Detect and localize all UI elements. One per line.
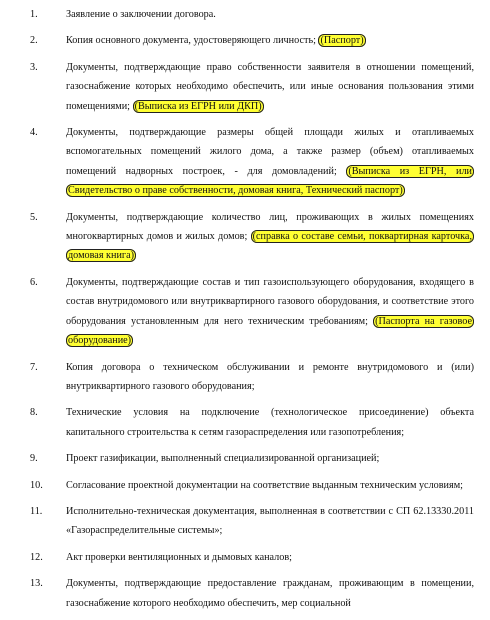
item-number: 11. (30, 505, 43, 517)
highlighted-note: (справка о составе семьи, поквартирная карточка, домовая книга) (68, 231, 473, 262)
item-text: Технические условия на подключение (технологическое присоединение) объекта капитального строительства к сетям газораспределения или газопотребления; (66, 407, 474, 438)
item-number: 12. (30, 551, 43, 563)
list-item (30, 574, 474, 613)
item-number: 6. (30, 276, 38, 288)
highlighted-note: (Выписка из ЕГРН или ДКП) (134, 100, 262, 112)
list-item (30, 58, 474, 116)
item-text: Документы, подтверждающие размеры общей площади жилых и отапливаемых вспомогательных помещений жилого дома, а также размер (объем) отапливаемых помещений надворных построек, - для домовладений; (66, 127, 474, 177)
item-text: Исполнительно-техническая документация, выполненная в соответствии с СП 62.13330.2011 «Газораспределительные системы»; (66, 505, 474, 537)
item-number: 2. (30, 35, 38, 47)
highlighted-note: (Паспорта на газовое оборудование) (68, 315, 473, 347)
list-item (30, 273, 474, 351)
item-text: Копия основного документа, удостоверяющего личность; (66, 35, 316, 47)
item-text: Копия договора о техническом обслуживании и ремонте внутридомового и (или) внутриквартирного газового оборудования; (66, 361, 474, 392)
list-item (30, 358, 474, 397)
item-text: Согласование проектной документации на соответствие выданным техническим условиям; (66, 479, 463, 491)
item-number: 5. (30, 211, 38, 223)
item-text: Документы, подтверждающие право собственности заявителя в отношении помещений, газоснабжение которых необходимо обеспечить, или иные основания пользования этими помещениями; (66, 61, 474, 112)
required-documents-list (30, 5, 474, 620)
item-number: 13. (30, 578, 43, 590)
list-item (30, 208, 474, 266)
item-number: 7. (30, 361, 38, 373)
highlighted-note: (Паспорт) (320, 35, 364, 47)
highlighted-note: (Выписка из ЕГРН, или Свидетельство о праве собственности, домовая книга, Технический паспорт) (68, 165, 473, 197)
list-item (30, 5, 474, 24)
list-item (30, 403, 474, 442)
item-text: Документы, подтверждающие состав и тип газоиспользующего оборудования, входящего в состав внутридомового или внутриквартирного газового оборудования, и соответствие этого оборудования установленным для него техническим требованиям; (66, 276, 474, 327)
item-text: Акт проверки вентиляционных и дымовых каналов; (66, 551, 292, 563)
item-number: 4. (30, 127, 38, 139)
list-item (30, 123, 474, 201)
list-item (30, 449, 474, 468)
item-number: 10. (30, 479, 43, 491)
list-item (30, 548, 474, 567)
item-text: Заявление о заключении договора. (66, 9, 216, 20)
list-item (30, 476, 474, 495)
item-text: Проект газификации, выполненный специализированной организацией; (66, 453, 380, 465)
list-item (30, 31, 474, 50)
item-number: 1. (30, 9, 38, 20)
item-number: 3. (30, 61, 38, 73)
item-number: 9. (30, 453, 38, 465)
item-text: Документы, подтверждающие предоставление гражданам, проживающим в помещении, газоснабжение которого необходимо обеспечить, мер социальной (66, 578, 474, 609)
list-item (30, 502, 474, 541)
item-number: 8. (30, 407, 38, 419)
item-text: Документы, подтверждающие количество лиц, проживающих в жилых помещениях многоквартирных домов и жилых домов; (66, 211, 474, 243)
